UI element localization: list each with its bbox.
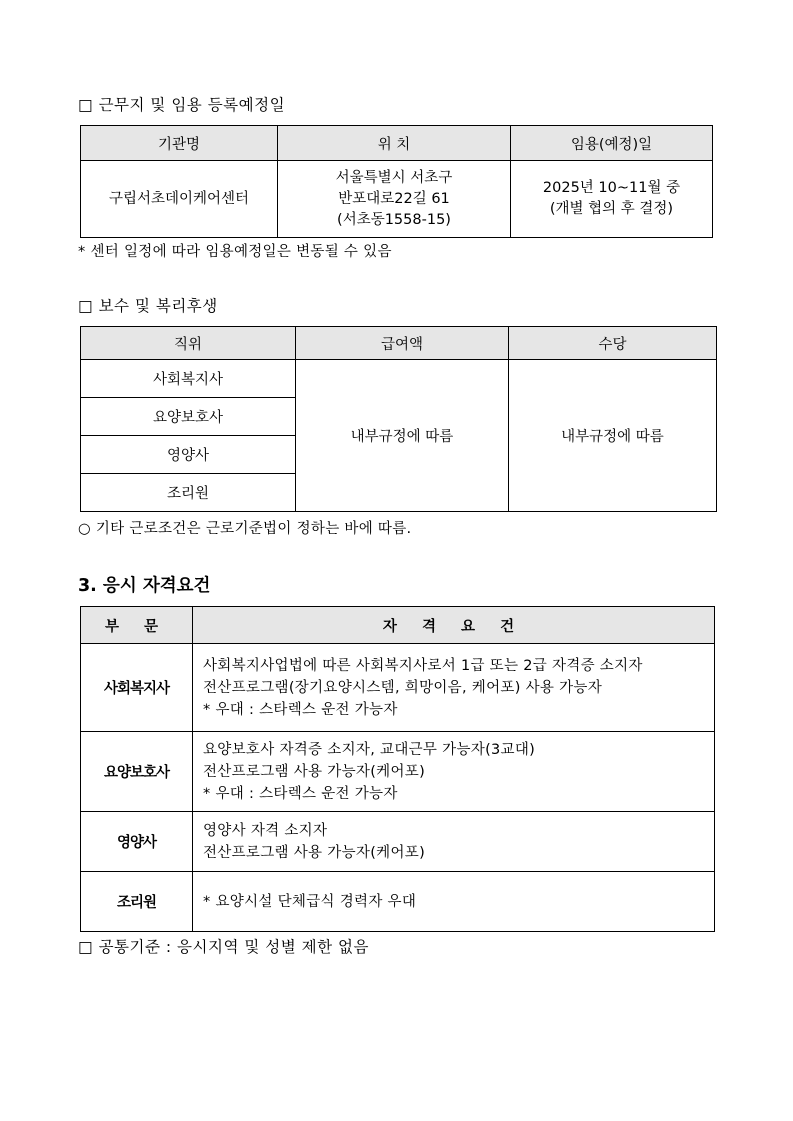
qualification-table: [80, 606, 715, 932]
position-cell: 조리원: [81, 474, 296, 512]
header-location: 위 치: [278, 126, 511, 161]
qualification-title: 3. 응시 자격요건: [78, 576, 211, 596]
workplace-heading: □ 근무지 및 임용 등록예정일: [78, 96, 286, 114]
table-header-row: [81, 126, 713, 161]
position-cell: 요양보호사: [81, 398, 296, 436]
location-line: (서초동1558-15): [337, 211, 451, 228]
requirement-line: 전산프로그램(장기요양시스템, 희망이음, 케어포) 사용 가능자: [203, 679, 603, 696]
dept-cell: 사회복지사: [81, 644, 193, 732]
dept-cell: 요양보호사: [81, 732, 193, 812]
common-criteria: □ 공통기준 : 응시지역 및 성별 제한 없음: [78, 938, 369, 956]
location-cell: [278, 161, 511, 238]
table-row: [81, 360, 717, 398]
requirement-line: * 우대 : 스타렉스 운전 가능자: [203, 785, 398, 802]
workplace-table: [80, 125, 713, 238]
requirement-line: 사회복지사업법에 따른 사회복지사로서 1급 또는 2급 자격증 소지자: [203, 657, 643, 674]
header-position: 직위: [81, 327, 296, 360]
location-line: 반포대로22길 61: [338, 190, 450, 207]
location-line: 서울특별시 서초구: [335, 169, 453, 186]
allowance-cell: 내부규정에 따름: [509, 360, 717, 512]
date-line: (개별 협의 후 결정): [549, 201, 674, 217]
table-row: [81, 812, 715, 872]
requirements-cell: [193, 872, 715, 932]
workplace-note: * 센터 일정에 따라 임용예정일은 변동될 수 있음: [78, 244, 392, 260]
table-header-row: [81, 327, 717, 360]
requirements-cell: [193, 812, 715, 872]
header-requirements: 자 격 요 건: [193, 607, 715, 644]
requirements-cell: [193, 732, 715, 812]
header-allowance: 수당: [509, 327, 717, 360]
requirement-line: * 우대 : 스타렉스 운전 가능자: [203, 701, 398, 718]
requirement-line: 전산프로그램 사용 가능자(케어포): [203, 844, 426, 861]
requirement-line: * 요양시설 단체급식 경력자 우대: [203, 893, 417, 910]
pay-heading: □ 보수 및 복리후생: [78, 297, 218, 315]
pay-table: [80, 326, 717, 512]
header-date: 임용(예정)일: [511, 126, 713, 161]
salary-cell: 내부규정에 따름: [296, 360, 509, 512]
org-name: 구립서초데이케어센터: [81, 161, 278, 238]
table-row: [81, 644, 715, 732]
dept-cell: 조리원: [81, 872, 193, 932]
table-header-row: [81, 607, 715, 644]
header-org: 기관명: [81, 126, 278, 161]
date-line: 2025년 10~11월 중: [542, 180, 681, 196]
requirement-line: 영양사 자격 소지자: [203, 822, 328, 839]
pay-note: ○ 기타 근로조건은 근로기준법이 정하는 바에 따름.: [78, 521, 412, 537]
position-cell: 영양사: [81, 436, 296, 474]
date-cell: [511, 161, 713, 238]
requirement-line: 요양보호사 자격증 소지자, 교대근무 가능자(3교대): [203, 741, 536, 758]
table-row: [81, 161, 713, 238]
table-row: [81, 732, 715, 812]
header-salary: 급여액: [296, 327, 509, 360]
header-dept: 부 문: [81, 607, 193, 644]
table-row: [81, 872, 715, 932]
requirement-line: 전산프로그램 사용 가능자(케어포): [203, 763, 426, 780]
dept-cell: 영양사: [81, 812, 193, 872]
requirements-cell: [193, 644, 715, 732]
position-cell: 사회복지사: [81, 360, 296, 398]
